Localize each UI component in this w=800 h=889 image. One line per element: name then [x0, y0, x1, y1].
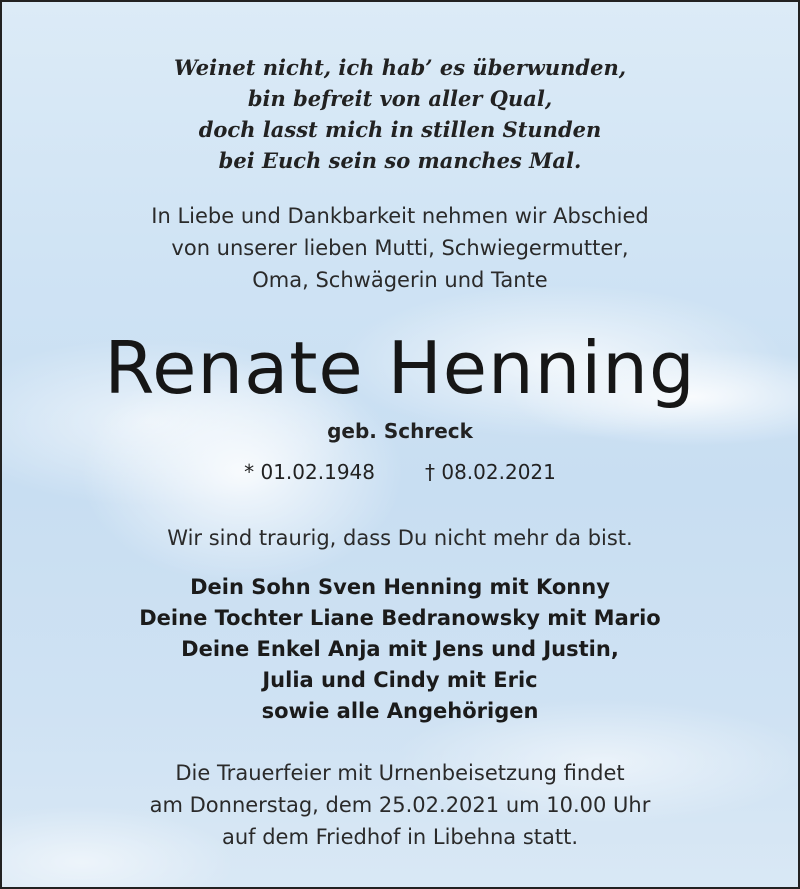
intro-text	[2, 200, 798, 296]
birth-date: * 01.02.1948	[244, 460, 375, 484]
family-line: Dein Sohn Sven Henning mit Konny	[190, 575, 610, 599]
funeral-service-info	[2, 757, 798, 853]
intro-line: Oma, Schwägerin und Tante	[252, 268, 548, 292]
family-line: Julia und Cindy mit Eric	[262, 668, 538, 692]
intro-line: In Liebe und Dankbarkeit nehmen wir Abschied	[151, 204, 649, 228]
birth-name: geb. Schreck	[327, 419, 473, 443]
death-date: † 08.02.2021	[425, 460, 556, 484]
family-line: Deine Enkel Anja mit Jens und Justin,	[181, 637, 619, 661]
service-line: am Donnerstag, dem 25.02.2021 um 10.00 Uhr	[149, 793, 651, 817]
poem-line: bei Euch sein so manches Mal.	[218, 148, 582, 173]
intro-line: von unserer lieben Mutti, Schwiegermutter,	[171, 236, 629, 260]
poem	[2, 52, 798, 176]
service-line: Die Trauerfeier mit Urnenbeisetzung findet	[175, 761, 625, 785]
deceased-name: Renate Henning	[104, 326, 696, 410]
mourning-line: Wir sind traurig, dass Du nicht mehr da bist.	[167, 526, 633, 550]
family-line: sowie alle Angehörigen	[261, 699, 539, 723]
poem-line: bin befreit von aller Qual,	[247, 86, 553, 111]
poem-line: Weinet nicht, ich hab’ es überwunden,	[173, 55, 627, 80]
family-list	[2, 572, 798, 727]
family-line: Deine Tochter Liane Bedranowsky mit Mario	[139, 606, 661, 630]
life-dates	[2, 457, 798, 487]
poem-line: doch lasst mich in stillen Stunden	[198, 117, 602, 142]
service-line: auf dem Friedhof in Libehna statt.	[221, 825, 579, 849]
